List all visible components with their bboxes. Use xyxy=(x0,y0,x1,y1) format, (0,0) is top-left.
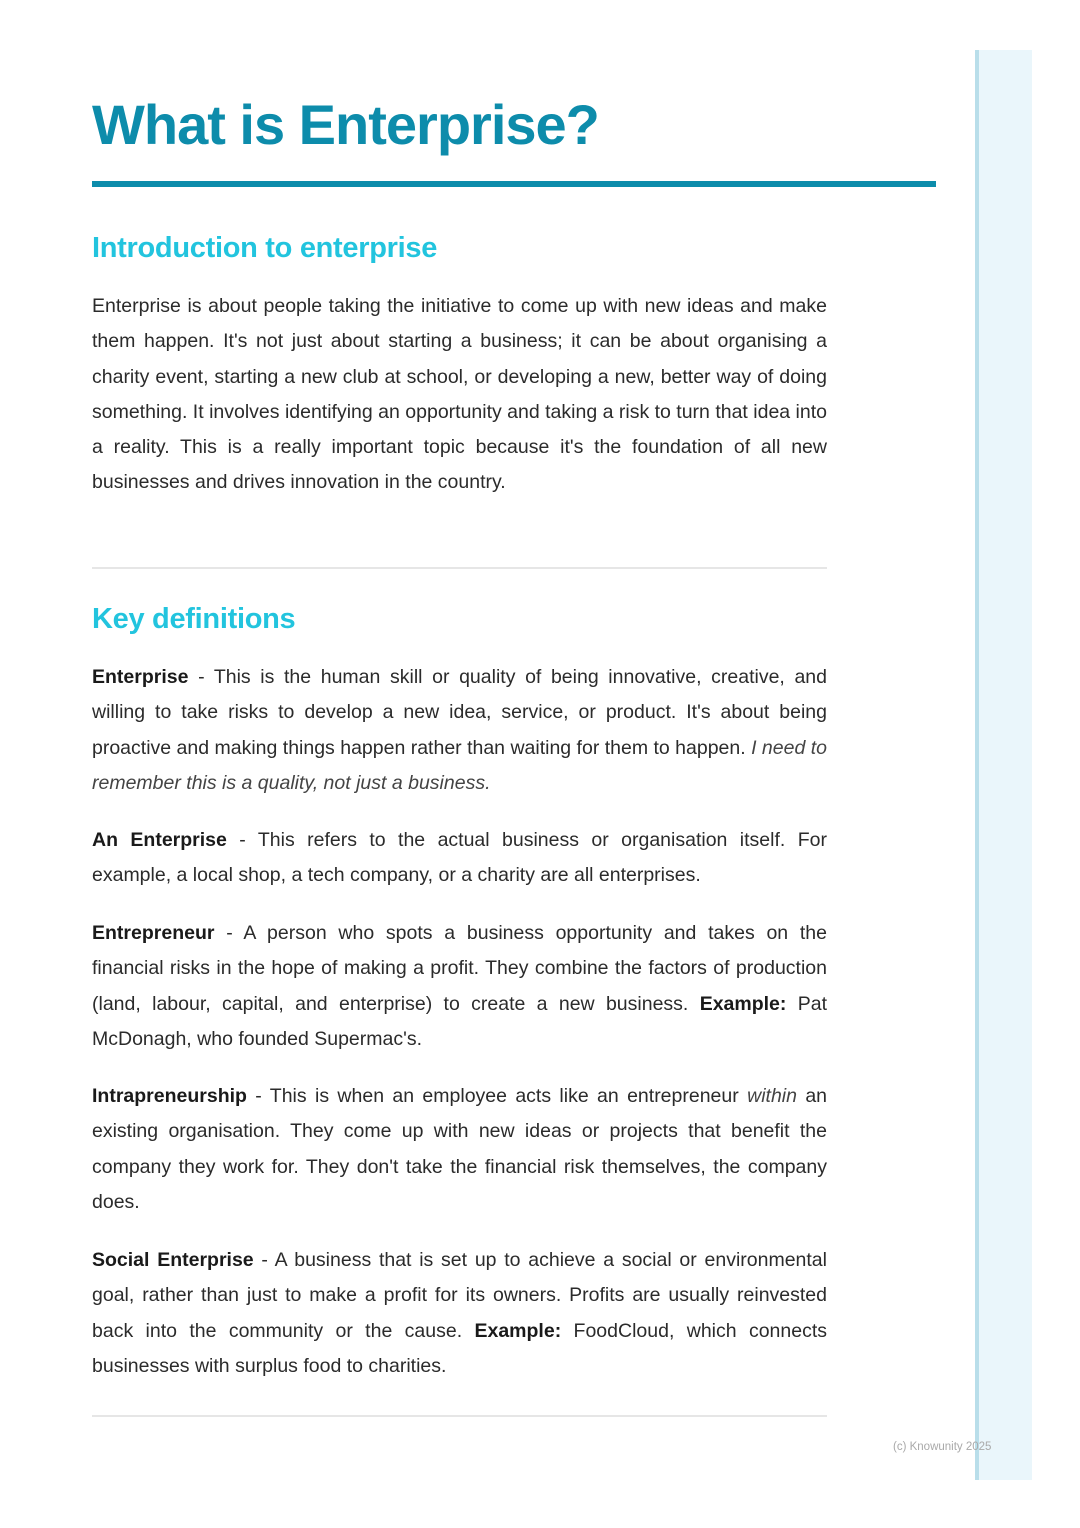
section-divider xyxy=(92,567,827,569)
definition-entrepreneur-text: - A person who spots a business opportunity and takes on the financial risks in the hope of making a profit. They combine the factors of production (land, labour, capital, and enterprise) to create a new business. xyxy=(92,922,827,1015)
definition-an-enterprise-text: - This refers to the actual business or organisation itself. For example, a local shop, a tech company, or a charity are all enterprises. xyxy=(92,829,827,887)
example-text: FoodCloud, which connects businesses with surplus food to charities. xyxy=(92,1319,828,1377)
term-enterprise: Enterprise xyxy=(92,666,189,688)
definition-intrapreneurship-emphasis: within xyxy=(747,1085,797,1107)
section-divider xyxy=(92,1415,827,1417)
copyright-footer: (c) Knowunity 2025 xyxy=(893,1441,992,1453)
definition-entrepreneur xyxy=(92,916,827,1057)
definition-enterprise-note: I need to remember this is a quality, not just a business. xyxy=(92,736,827,794)
term-intrapreneurship: Intrapreneurship xyxy=(92,1085,247,1107)
example-label: Example: xyxy=(474,1319,562,1342)
definitions-heading: Key definitions xyxy=(92,603,296,635)
definition-enterprise xyxy=(92,660,827,801)
example-label: Example: xyxy=(699,992,787,1015)
side-margin-strip xyxy=(975,50,1032,1480)
definition-intrapreneurship-text: - This is when an employee acts like an entrepreneur xyxy=(246,1085,748,1107)
term-social-enterprise: Social Enterprise xyxy=(92,1249,254,1271)
definition-intrapreneurship xyxy=(92,1079,827,1220)
definition-intrapreneurship-text-after: an existing organisation. They come up with new ideas or projects that benefit the company they work for. They don't take the financial risk themselves, the company does. xyxy=(92,1085,828,1213)
definition-social-enterprise-text: - A business that is set up to achieve a social or environmental goal, rather than just to make a profit for its owners. Profits are usually reinvested back into the community or the cause. xyxy=(92,1249,827,1342)
intro-heading: Introduction to enterprise xyxy=(92,232,438,264)
term-entrepreneur: Entrepreneur xyxy=(92,922,215,944)
title-underline xyxy=(92,181,936,187)
example-text: Pat McDonagh, who founded Supermac's. xyxy=(92,992,827,1050)
definition-enterprise-text: - This is the human skill or quality of being innovative, creative, and willing to take risks to develop a new idea, service, or product. It's about being proactive and making things happen rather than waiting for them to happen. xyxy=(92,666,827,759)
intro-paragraph: Enterprise is about people taking the initiative to come up with new ideas and make them happen. It's not just about starting a business; it can be about organising a charity event, starting a new club at school, or developing a new, better way of doing something. It involves identifying an opportunity and taking a risk to turn that idea into a reality. This is a really important topic because it's the foundation of all new businesses and drives innovation in the country. xyxy=(92,295,827,494)
definition-an-enterprise xyxy=(92,823,827,894)
definition-social-enterprise xyxy=(92,1243,827,1384)
page-title: What is Enterprise? xyxy=(92,93,599,156)
term-an-enterprise: An Enterprise xyxy=(92,829,227,851)
